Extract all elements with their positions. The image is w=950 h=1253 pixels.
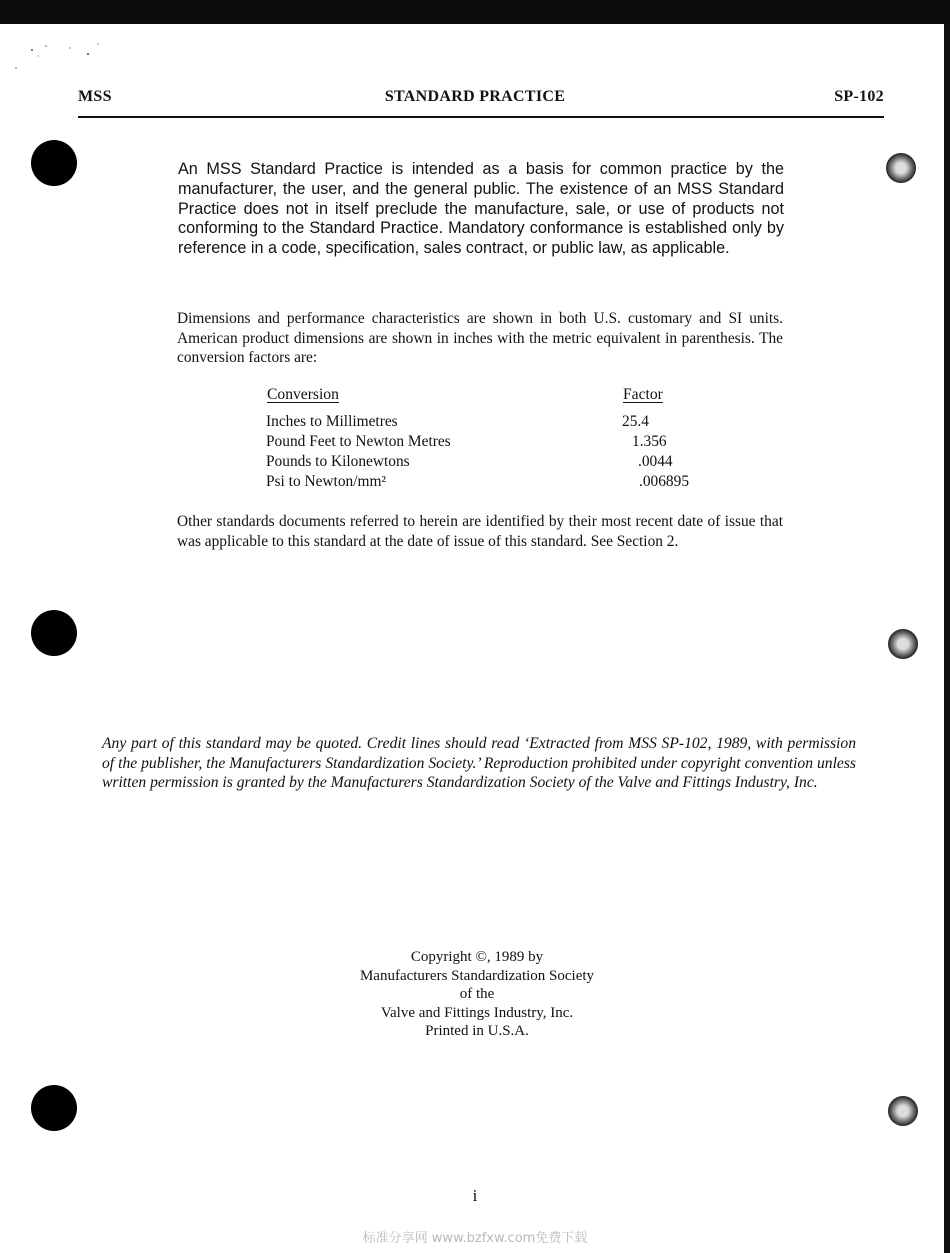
scan-right-edge xyxy=(944,24,950,1253)
header-rule xyxy=(78,116,884,118)
header-doc-number: SP-102 xyxy=(834,88,884,105)
binder-hole-left-top xyxy=(31,140,77,186)
conversion-cell: Psi to Newton/mm² xyxy=(266,473,387,490)
header-title: STANDARD PRACTICE xyxy=(384,88,566,105)
printed-in: Printed in U.S.A. xyxy=(425,1023,529,1040)
scan-top-border xyxy=(0,0,950,24)
binder-hole-left-middle xyxy=(31,610,77,656)
table-row xyxy=(266,473,706,493)
credit-notice: Any part of this standard may be quoted. Credit lines should read ‘Extracted from MSS SP-102, 1989, with permission of the publisher, the Manufacturers Standardization Society.’ Reproduction prohibited under copyright convention unless written permission is granted by the Manufacturers Standardization Society of the Valve and Fittings Industry, Inc. xyxy=(102,735,856,792)
scan-specks xyxy=(10,40,120,80)
page-number: i xyxy=(472,1186,478,1205)
dimensions-paragraph: Dimensions and performance characteristics are shown in both U.S. customary and SI units. American product dimensions are shown in inches with the metric equivalent in parenthesis. The conversion factors are: xyxy=(177,310,783,366)
copyright-block xyxy=(300,948,654,1041)
conversion-cell: Inches to Millimetres xyxy=(266,413,398,430)
factor-column-header: Factor xyxy=(623,386,663,403)
factor-cell: .0044 xyxy=(638,453,673,470)
publisher-industry: Valve and Fittings Industry, Inc. xyxy=(380,1004,574,1021)
conversion-cell: Pounds to Kilonewtons xyxy=(266,453,410,470)
conversion-cell: Pound Feet to Newton Metres xyxy=(266,433,451,450)
intro-paragraph: An MSS Standard Practice is intended as a basis for common practice by the manufacturer, the user, and the general public. The existence of an MSS Standard Practice does not in itself preclude the manufacture, sale, or use of products not conforming to the Standard Practice. Mandatory conformance is established only by reference in a code, specification, sales contract, or public law, as applicable. xyxy=(178,160,784,258)
binder-hole-right-top xyxy=(886,153,916,183)
copyright-line: Copyright ©, 1989 by xyxy=(410,949,544,965)
copyright-line: of the xyxy=(459,986,495,1003)
binder-hole-right-middle xyxy=(888,629,918,659)
watermark: 标准分享网 www.bzfxw.com免费下载 xyxy=(362,1231,588,1246)
other-standards-paragraph: Other standards documents referred to herein are identified by their most recent date of issue that was applicable to this standard at the date of issue of this standard. See Section 2. xyxy=(177,513,783,550)
binder-hole-left-bottom xyxy=(31,1085,77,1131)
conversion-column-header: Conversion xyxy=(267,386,339,403)
table-row xyxy=(266,453,706,473)
table-row xyxy=(266,413,706,433)
header-org: MSS xyxy=(78,88,112,105)
factor-cell: 1.356 xyxy=(632,433,667,450)
binder-hole-right-bottom xyxy=(888,1096,918,1126)
publisher-name: Manufacturers Standardization Society xyxy=(359,967,595,984)
factor-cell: 25.4 xyxy=(622,413,649,430)
factor-cell: .006895 xyxy=(639,473,690,490)
table-row xyxy=(266,433,706,453)
